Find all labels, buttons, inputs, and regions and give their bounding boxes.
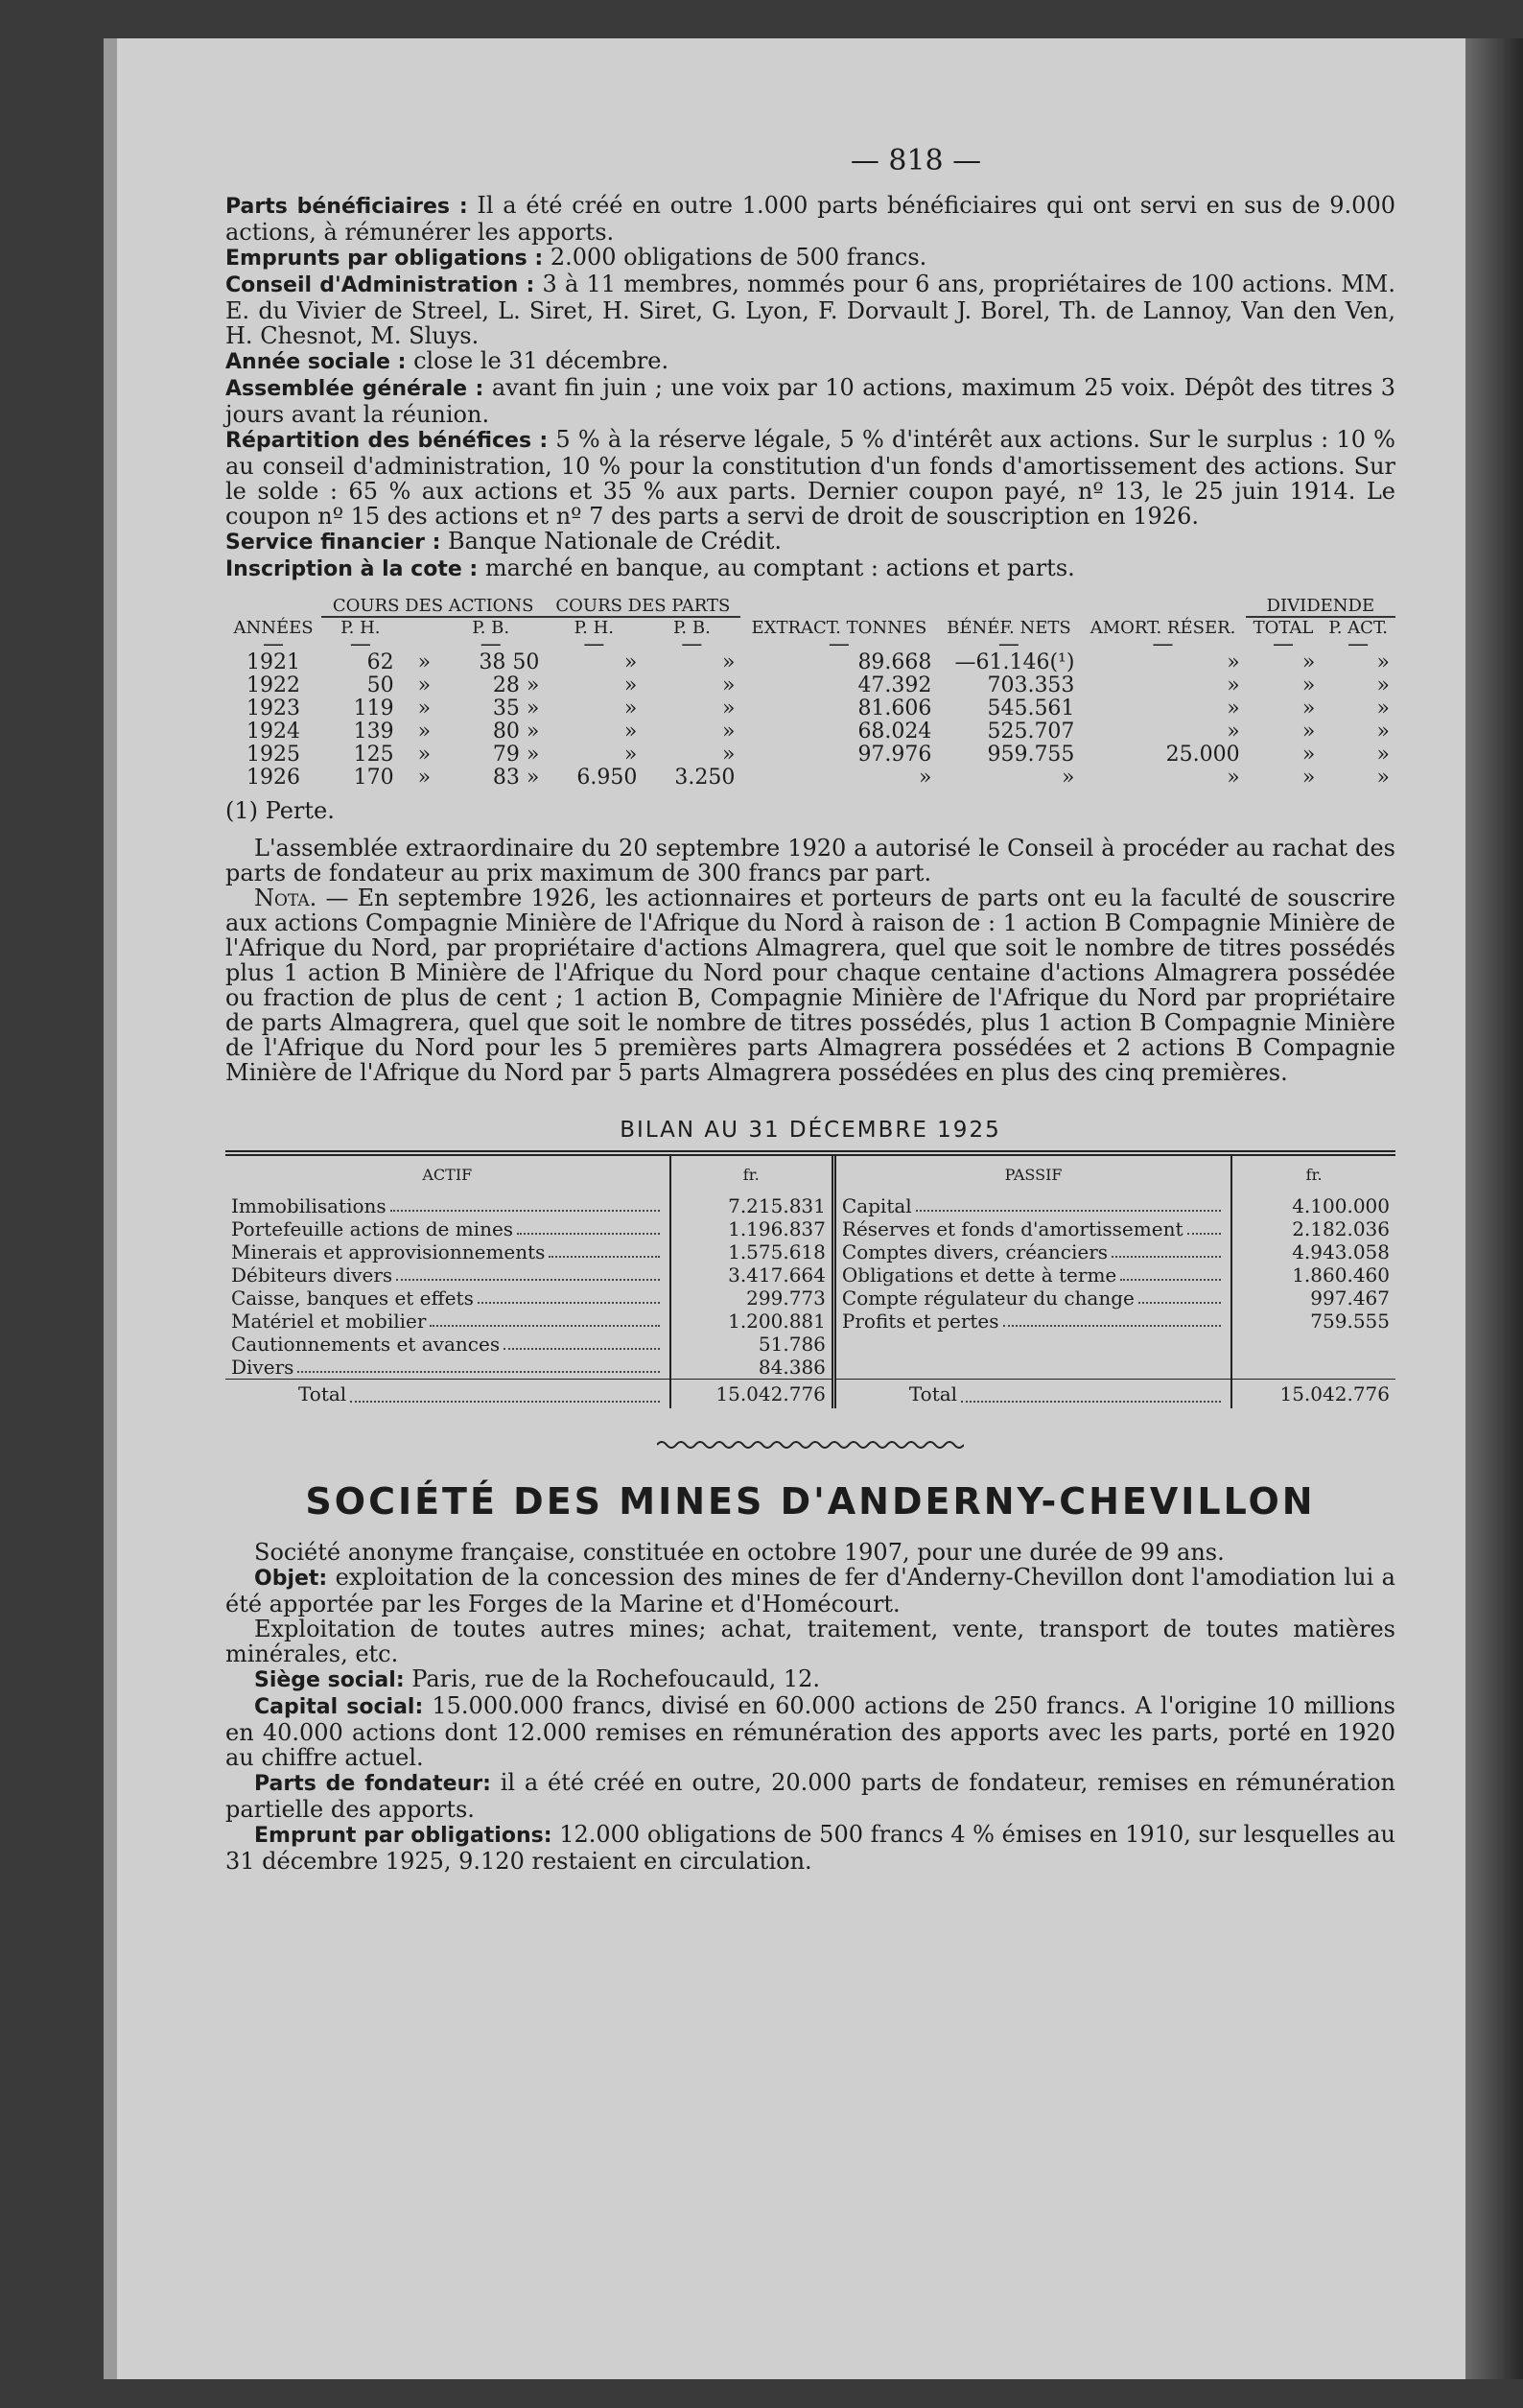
actif-value: 7.215.831: [670, 1194, 834, 1217]
header-dividende: DIVIDENDE: [1246, 596, 1395, 617]
company-emprunt: [225, 1822, 1395, 1874]
company-intro: Société anonyme française, constituée en octobre 1907, pour une durée de 99 ans.: [254, 1539, 1225, 1566]
cell: »: [721, 743, 736, 767]
info-label: Répartition des bénéfices :: [225, 429, 549, 453]
header-extract: EXTRACT. TONNES: [751, 617, 927, 638]
cell: »: [1301, 720, 1316, 744]
cell: 81.606: [857, 696, 932, 720]
company-title: SOCIÉTÉ DES MINES D'ANDERNY-CHEVILLON: [305, 1480, 1316, 1523]
info-text: 5 % à la réserve légale, 5 % d'intérêt aux actions. Sur le surplus : 10 % au conseil d'administration, 10 % pour la constitution d'un fonds d'amortissement des actions. Sur le solde : 65 % aux actions et 35 % aux parts. Dernier coupon payé, nº 13, le 25 juin 1914. Le coupon nº 15 des actions et nº 7 des parts a servi de droit de souscription en 1926.: [225, 426, 1395, 530]
cell-annee: 1921: [246, 650, 301, 674]
cell: 170: [353, 766, 394, 790]
cell: »: [623, 743, 638, 767]
company-label: Objet:: [254, 1567, 328, 1591]
company-text: 12.000 obligations de 500 francs 4 % émises en 1910, sur lesquelles au 31 décembre 1925, 9.120 restaient en circulation.: [225, 1821, 1396, 1875]
cell: 62: [366, 650, 394, 674]
cell: 25.000: [1165, 743, 1240, 767]
header-p-act: P. ACT.: [1328, 618, 1389, 638]
info-emprunts: [225, 245, 1395, 271]
company-text: il a été créé en outre, 20.000 parts de fondateur, remises en rémunération partielle des apports.: [225, 1769, 1396, 1823]
info-repartition: [225, 427, 1395, 529]
header-annees: ANNÉES: [233, 617, 314, 638]
company-text: Paris, rue de la Rochefoucauld, 12.: [411, 1665, 821, 1692]
cell: »: [417, 766, 432, 790]
cell: »: [417, 696, 432, 720]
cell: 68.024: [857, 720, 932, 744]
table-row: [225, 697, 1395, 720]
company-text: Exploitation de toutes autres mines; achat, traitement, vente, transport de toutes matières minérales, etc.: [225, 1616, 1395, 1667]
cell-annee: 1924: [246, 720, 301, 744]
actif-label: Cautionnements et avances: [231, 1333, 501, 1356]
info-label: Emprunts par obligations :: [225, 247, 544, 271]
cell: »: [1227, 696, 1240, 720]
cell: »: [1301, 696, 1316, 720]
cell: »: [1376, 766, 1390, 790]
actif-label: Divers: [231, 1356, 294, 1379]
total-label: Total: [908, 1382, 958, 1405]
bilan-row: [225, 1240, 1395, 1263]
nota-text: — En septembre 1926, les actionnaires et porteurs de parts ont eu la faculté de souscrire aux actions Compagnie Minière de l'Afrique du Nord à raison de : 1 action B Compagnie Minière de l'Afrique du Nord, par propriétaire d'actions Almagrera, quel que soit le nombre de titres possédés plus 1 action B Minière de l'Afrique du Nord pour chaque centaine d'actions Almagrera possédée ou fraction de plus de cent ; 1 action B, Compagnie Minière de l'Afrique du Nord par propriétaire de parts Almagrera, quel que soit le nombre de titres possédés, plus 1 action B Compagnie Minière de l'Afrique du Nord pour les 5 premières parts Almagrera possédées et 2 actions B Compagnie Minière de l'Afrique du Nord par 5 parts Almagrera possédées en plus des cinq premières.: [225, 885, 1395, 1086]
cell: »: [1227, 720, 1240, 744]
cell: »: [623, 720, 638, 744]
cell: »: [721, 696, 736, 720]
info-text: 2.000 obligations de 500 francs.: [550, 244, 927, 271]
info-label: Service financier :: [225, 531, 441, 555]
company-info-top: [225, 193, 1395, 582]
bilan-row: [225, 1333, 1395, 1356]
cell: 703.353: [987, 673, 1075, 697]
info-text: 3 à 11 membres, nommés pour 6 ans, propriétaires de 100 actions. MM. E. du Vivier de Streel, L. Siret, H. Siret, G. Lyon, F. Dorvault J. Borel, Th. de Lannoy, Van den Ven, H. Chesnot, M. Sluys.: [225, 271, 1395, 349]
cell-annee: 1923: [246, 696, 301, 720]
bilan-row: [225, 1217, 1395, 1240]
actif-label: Caisse, banques et effets: [231, 1287, 474, 1310]
passif-value: 1.860.460: [1231, 1263, 1395, 1287]
cell: »: [721, 720, 736, 744]
actif-unit: fr.: [670, 1153, 834, 1194]
actif-value: 1.575.618: [670, 1240, 834, 1263]
info-text: Il a été créé en outre 1.000 parts bénéficiaires qui ont servi en sus de 9.000 actions, à rémunérer les apports.: [225, 192, 1395, 246]
table-row: [225, 767, 1395, 790]
cell: »: [417, 673, 432, 697]
cell: 119: [353, 696, 394, 720]
cell: »: [1376, 720, 1390, 744]
header-pb-parts: P. B.: [672, 618, 711, 638]
passif-value: 2.182.036: [1231, 1217, 1395, 1240]
passif-unit: fr.: [1231, 1153, 1395, 1194]
cell: »: [918, 766, 932, 790]
company-text: 15.000.000 francs, divisé en 60.000 actions de 250 francs. A l'origine 10 millions en 40.000 actions dont 12.000 remises en rémunération des apports avec les parts, porté en 1920 au chiffre actuel.: [225, 1692, 1395, 1771]
cell-annee: 1925: [246, 743, 301, 767]
actif-header: ACTIF: [422, 1166, 473, 1184]
company-exploitation: [225, 1617, 1395, 1666]
cell: »: [1376, 650, 1390, 674]
info-annee-sociale: [225, 348, 1395, 375]
header-amort: AMORT. RÉSER.: [1090, 617, 1236, 638]
cell: »: [623, 696, 638, 720]
bilan-row: [225, 1263, 1395, 1287]
company-label: Parts de fondateur:: [254, 1772, 491, 1796]
total-passif: 15.042.776: [1231, 1380, 1395, 1409]
cell-annee: 1922: [246, 673, 301, 697]
total-actif: 15.042.776: [670, 1380, 834, 1409]
table-row: [225, 744, 1395, 767]
cell: »: [1061, 766, 1075, 790]
actif-label: Portefeuille actions de mines: [231, 1217, 514, 1240]
header-ph-parts: P. H.: [574, 618, 614, 638]
cell: 125: [353, 743, 394, 767]
cell: 3.250: [674, 766, 736, 790]
table-footnote: (1) Perte.: [225, 797, 335, 824]
cell: »: [1376, 696, 1390, 720]
table-row: [225, 720, 1395, 744]
cell: »: [1301, 766, 1316, 790]
bilan-total-row: [225, 1380, 1395, 1409]
info-text: marché en banque, au comptant : actions et parts.: [484, 555, 1075, 581]
ornamental-divider: [225, 1437, 1395, 1455]
cell: »: [623, 650, 638, 674]
passif-label: Obligations et dette à terme: [841, 1263, 1117, 1287]
company-capital: [225, 1693, 1395, 1770]
book-edge: [1465, 38, 1523, 2379]
actif-label: Minerais et approvisionnements: [231, 1240, 546, 1263]
cell: 50: [366, 673, 394, 697]
passif-value: 4.943.058: [1231, 1240, 1395, 1263]
company-objet: [225, 1565, 1395, 1617]
passif-label: Comptes divers, créanciers: [841, 1240, 1109, 1263]
cell: 35 »: [492, 696, 540, 720]
company-parts-fondateur: [225, 1770, 1395, 1822]
passif-label: Capital: [841, 1194, 912, 1217]
cell: 959.755: [987, 743, 1075, 767]
cell: 47.392: [857, 673, 932, 697]
cell: 83 »: [492, 766, 540, 790]
info-conseil: [225, 271, 1395, 348]
passif-value: 4.100.000: [1231, 1194, 1395, 1217]
cell: 6.950: [576, 766, 638, 790]
info-service-financier: [225, 529, 1395, 555]
cell: »: [721, 673, 736, 697]
company-label: Capital social:: [254, 1695, 424, 1719]
cell-annee: 1926: [246, 766, 301, 790]
cours-table: COURS DES ACTIONS COURS DES PARTS DIVIDENDE ANNÉES P. H. P. B. P. H. P. B. EXTRACT. TONNES BÉNÉF. NETS AMORT. RÉSER. TOTAL P. ACT. — — — — — — — — — — 1921 62 » 38 50 » » 89.668 —61.146(¹) » » » 1922 50 » 28 » » » 47.392 703.353 » » » 1923 119 » 35 » » » 81.606 545.561 » » » 1924 139 » 80 » » » 68.024 525.707 » » » 1925 125 » 79 » » » 97.976 959.755 25.000 » » 1926 170 » 83 » 6.950 3.250 » » » » »: [225, 596, 1395, 790]
cell: »: [417, 743, 432, 767]
actif-value: 51.786: [670, 1333, 834, 1356]
cell: »: [1376, 743, 1390, 767]
cell: 28 »: [492, 673, 540, 697]
header-pb-actions: P. B.: [472, 618, 510, 638]
cell: 139: [353, 720, 394, 744]
info-parts-beneficiaires: [225, 193, 1395, 245]
info-text: close le 31 décembre.: [413, 347, 669, 374]
info-inscription: [225, 555, 1395, 582]
total-label: Total: [298, 1382, 347, 1405]
actif-label: Débiteurs divers: [231, 1263, 393, 1287]
info-text: Banque Nationale de Crédit.: [448, 528, 782, 555]
cell: »: [1301, 743, 1316, 767]
company-text: exploitation de la concession des mines de fer d'Anderny-Chevillon dont l'amodiation lui a été apportée par les Forges de la Marine et d'Homécourt.: [225, 1564, 1395, 1617]
actif-value: 3.417.664: [670, 1263, 834, 1287]
passif-label: Réserves et fonds d'amortissement: [841, 1217, 1183, 1240]
cell: »: [1376, 673, 1390, 697]
cell: 38 50: [479, 650, 540, 674]
actif-value: 299.773: [670, 1287, 834, 1310]
actif-label: Immobilisations: [231, 1194, 387, 1217]
actif-label: Matériel et mobilier: [231, 1310, 427, 1333]
cell: »: [1227, 650, 1240, 674]
info-label: Conseil d'Administration :: [225, 273, 535, 297]
bilan-row: [225, 1287, 1395, 1310]
header-benef: BÉNÉF. NETS: [947, 617, 1071, 638]
cell: 525.707: [987, 720, 1075, 744]
company-siege: [225, 1666, 1395, 1693]
cell: 80 »: [492, 720, 540, 744]
table-row: [225, 651, 1395, 674]
passif-label: Profits et pertes: [841, 1310, 999, 1333]
bilan-table: [225, 1150, 1395, 1408]
nota-paragraph: [225, 885, 1395, 1085]
cell: »: [623, 673, 638, 697]
cell: —61.146(¹): [954, 650, 1075, 674]
cell: »: [1301, 650, 1316, 674]
passif-value: 759.555: [1231, 1310, 1395, 1333]
cell: »: [1301, 673, 1316, 697]
cell: 89.668: [857, 650, 932, 674]
cell: 79 »: [492, 743, 540, 767]
info-label: Année sociale :: [225, 350, 407, 374]
nota-label: Nota.: [254, 885, 317, 911]
page-content: [225, 144, 1395, 1874]
company-label: Emprunt par obligations:: [254, 1824, 552, 1848]
info-label: Inscription à la cote :: [225, 557, 479, 581]
info-assemblee: [225, 375, 1395, 427]
bilan-title: BILAN AU 31 DÉCEMBRE 1925: [620, 1118, 1001, 1143]
info-label: Parts bénéficiaires :: [225, 195, 468, 219]
header-cours-actions: COURS DES ACTIONS: [321, 596, 545, 617]
page-number: — 818 —: [850, 144, 982, 177]
passif-header: PASSIF: [833, 1153, 1231, 1194]
cell: »: [1227, 766, 1240, 790]
cell: »: [417, 720, 432, 744]
actif-value: 1.196.837: [670, 1217, 834, 1240]
passif-value: 997.467: [1231, 1287, 1395, 1310]
info-text: avant fin juin ; une voix par 10 actions, maximum 25 voix. Dépôt des titres 3 jours avant la réunion.: [225, 374, 1395, 428]
actif-value: 84.386: [670, 1356, 834, 1380]
cell: »: [417, 650, 432, 674]
cell: 97.976: [857, 743, 932, 767]
actif-value: 1.200.881: [670, 1310, 834, 1333]
bilan-row: [225, 1194, 1395, 1217]
cell: »: [721, 650, 736, 674]
assemblee-extraordinaire: L'assemblée extraordinaire du 20 septembre 1920 a autorisé le Conseil à procéder au rachat des parts de fondateur au prix maximum de 300 francs par part.: [225, 835, 1395, 886]
passif-label: Compte régulateur du change: [841, 1287, 1135, 1310]
cell: »: [1227, 673, 1240, 697]
bilan-row: [225, 1310, 1395, 1333]
header-total: TOTAL: [1253, 618, 1314, 638]
header-cours-parts: COURS DES PARTS: [545, 596, 740, 617]
table-row: [225, 674, 1395, 697]
cell: 545.561: [987, 696, 1075, 720]
info-label: Assemblée générale :: [225, 377, 484, 401]
header-ph-actions: P. H.: [340, 618, 381, 638]
company-label: Siège social:: [254, 1668, 405, 1692]
bilan-row: [225, 1356, 1395, 1380]
